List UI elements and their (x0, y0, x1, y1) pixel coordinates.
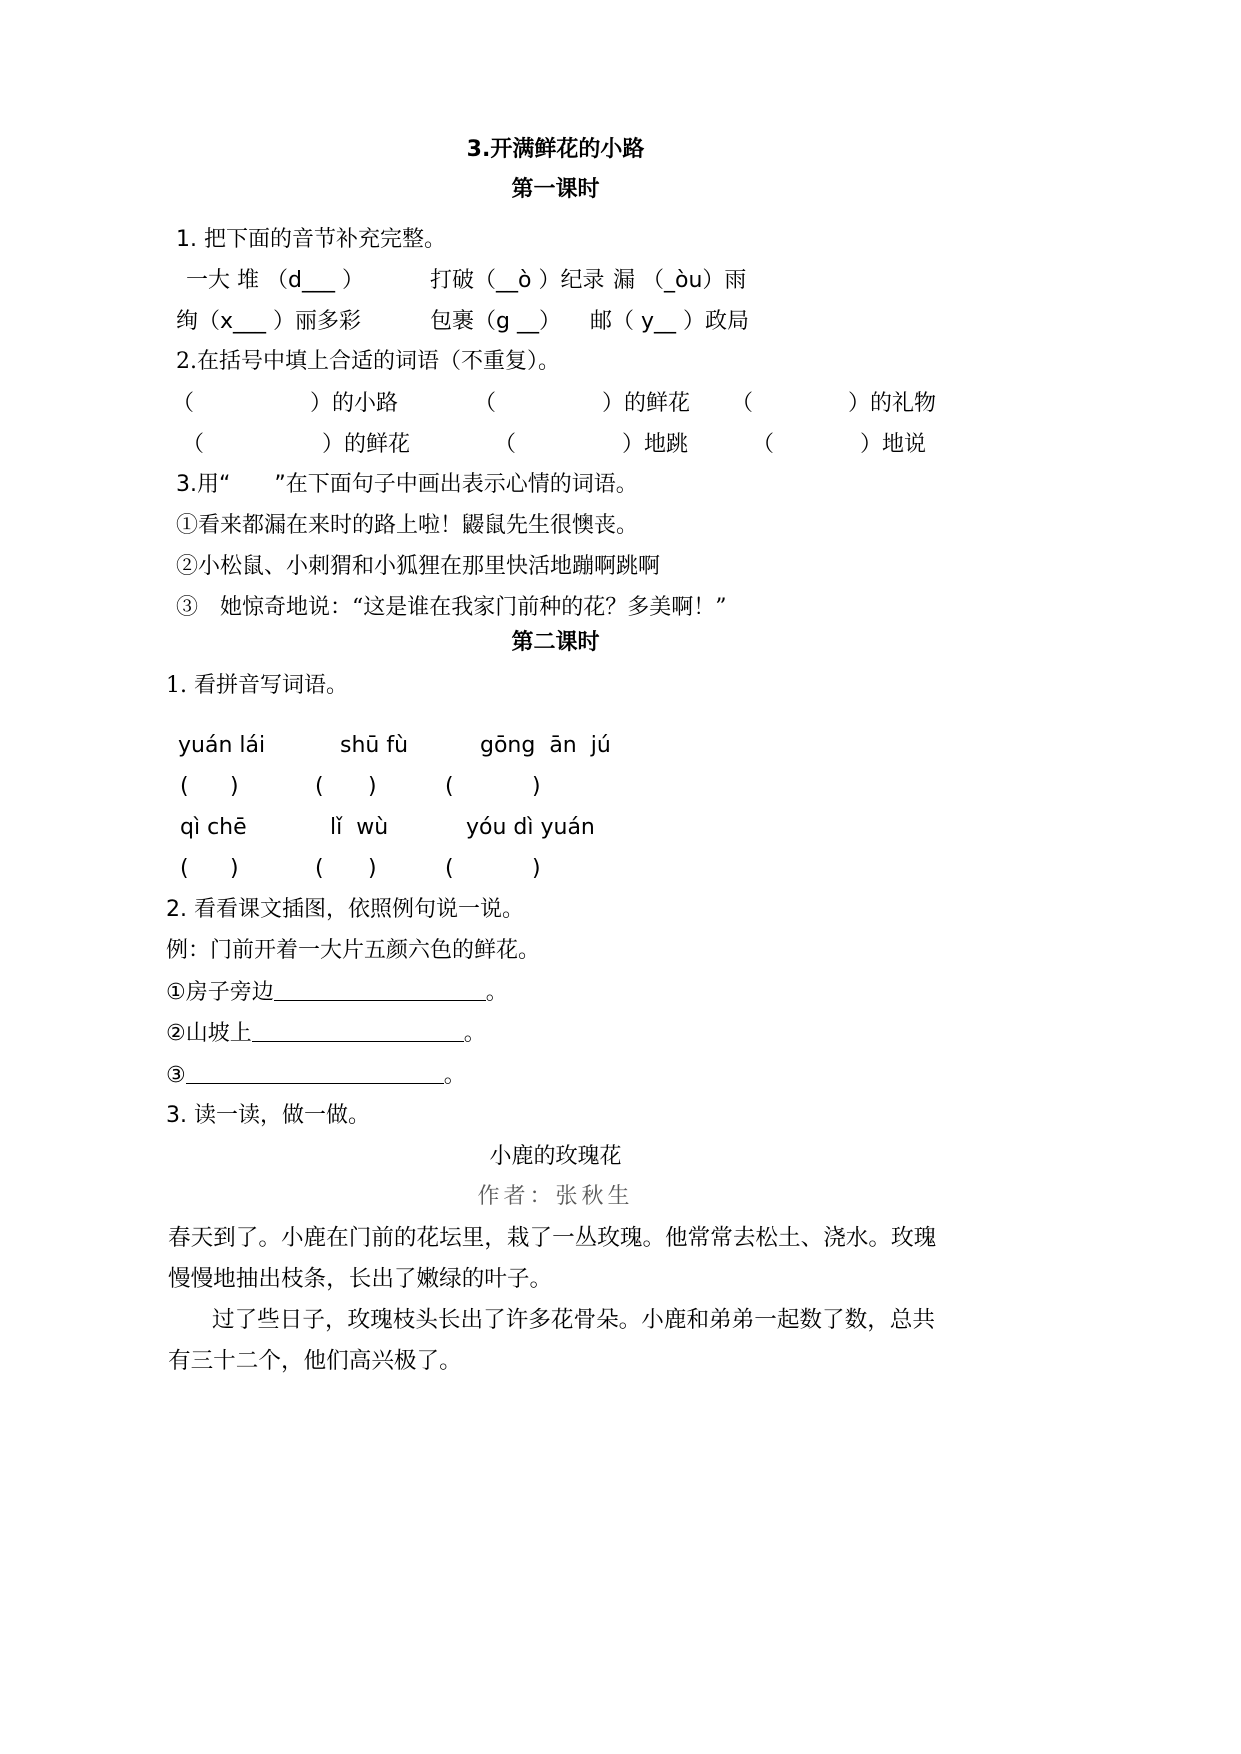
l1-q2-row-2 (0, 430, 1241, 460)
story-paragraph-1-line-1: 春天到了。小鹿在门前的花坛里，栽了一丛玫瑰。他常常去松土、浇水。玫瑰 (168, 1225, 937, 1251)
paren-close-phrase: ）的礼物 (848, 391, 937, 416)
l1-q3-prompt: 3.用“ ”在下面句子中画出表示心情的词语。 (176, 472, 638, 497)
paren-close-phrase: ）地说 (860, 432, 927, 457)
fill-lead: ③ (166, 1063, 186, 1088)
paren-open: （ (752, 432, 775, 457)
l1-q1-prompt: 1. 把下面的音节补充完整。 (176, 227, 446, 252)
paren-close: ) (532, 774, 541, 799)
l1-q1-row-2 (0, 307, 1241, 337)
story-title: 小鹿的玫瑰花 (489, 1144, 622, 1169)
fill-line-2 (166, 1019, 486, 1049)
pinyin-word: qì chē (180, 815, 247, 840)
fill-end: 。 (485, 980, 508, 1005)
story-paragraph-2-line-1: 过了些日子，玫瑰枝头长出了许多花骨朵。小鹿和弟弟一起数了数，总共 (212, 1307, 935, 1333)
paren-open: ( (445, 774, 454, 799)
paren-open: （ (731, 391, 754, 416)
pinyin-word: yuán lái (178, 733, 266, 758)
paren-open: （ (172, 391, 195, 416)
answer-paren-row-2 (0, 854, 1241, 884)
l2-q3-prompt: 3. 读一读，做一做。 (166, 1103, 370, 1128)
l1-q3-sentence-2: ②小松鼠、小刺猬和小狐狸在那里快活地蹦啊跳啊 (176, 554, 661, 579)
fill-line-1 (166, 978, 508, 1008)
paren-close: ) (230, 856, 239, 881)
answer-paren-row-1 (0, 772, 1241, 802)
fill-lead: ①房子旁边 (166, 980, 274, 1005)
paren-close: ) (368, 856, 377, 881)
l1-q1-row-1 (0, 266, 1241, 296)
syllable-item: 打破（__ò ）纪录 (430, 268, 605, 293)
pinyin-word: gōng ān jú (480, 733, 611, 758)
pinyin-word: lǐ wù (330, 815, 389, 840)
paren-open: ( (445, 856, 454, 881)
paren-close-phrase: ）的小路 (310, 391, 399, 416)
paren-close: ) (532, 856, 541, 881)
pinyin-row-2 (0, 813, 1241, 843)
pinyin-row-1 (0, 731, 1241, 761)
story-paragraph-1-line-2: 慢慢地抽出枝条，长出了嫩绿的叶子。 (168, 1266, 553, 1292)
lesson2-heading: 第二课时 (511, 630, 600, 655)
document-title: 3.开满鲜花的小路 (466, 137, 645, 162)
fill-end: 。 (443, 1063, 466, 1088)
syllable-item: 一大 堆 （d___ ） (186, 268, 364, 293)
syllable-item: 包裹（g __） (430, 309, 561, 334)
paren-open: ( (180, 856, 189, 881)
answer-underline (186, 1061, 444, 1084)
paren-close: ) (368, 774, 377, 799)
fill-end: 。 (463, 1021, 486, 1046)
syllable-item: 邮（ y__ ）政局 (590, 309, 750, 334)
l2-q2-prompt: 2. 看看课文插图，依照例句说一说。 (166, 897, 524, 922)
paren-open: （ (182, 432, 205, 457)
story-author: 作者：张秋生 (477, 1184, 634, 1209)
paren-close: ) (230, 774, 239, 799)
syllable-item: 漏 （_òu）雨 (613, 268, 747, 293)
example-sentence: 例：门前开着一大片五颜六色的鲜花。 (166, 938, 541, 963)
l1-q2-row-1 (0, 389, 1241, 419)
fill-line-3 (166, 1061, 466, 1091)
paren-close-phrase: ）的鲜花 (322, 432, 411, 457)
paren-close-phrase: ）地跳 (622, 432, 689, 457)
syllable-item: 绚（x___ ）丽多彩 (176, 309, 362, 334)
paren-open: ( (180, 774, 189, 799)
paren-open: ( (315, 774, 324, 799)
lesson1-heading: 第一课时 (511, 177, 600, 202)
paren-open: （ (474, 391, 497, 416)
paren-open: ( (315, 856, 324, 881)
l1-q3-sentence-1: ①看来都漏在来时的路上啦！鼹鼠先生很懊丧。 (176, 513, 639, 538)
paren-close-phrase: ）的鲜花 (602, 391, 691, 416)
answer-underline (274, 978, 486, 1001)
l1-q3-sentence-3: ③ 她惊奇地说：“这是谁在我家门前种的花？多美啊！” (176, 595, 727, 620)
l1-q2-prompt: 2.在括号中填上合适的词语（不重复）。 (176, 349, 560, 374)
answer-underline (252, 1019, 464, 1042)
fill-lead: ②山坡上 (166, 1021, 252, 1046)
pinyin-word: yóu dì yuán (466, 815, 595, 840)
pinyin-word: shū fù (340, 733, 409, 758)
paren-open: （ (494, 432, 517, 457)
l2-q1-prompt: 1. 看拼音写词语。 (166, 673, 348, 698)
story-paragraph-2-line-2: 有三十二个，他们高兴极了。 (168, 1348, 462, 1374)
